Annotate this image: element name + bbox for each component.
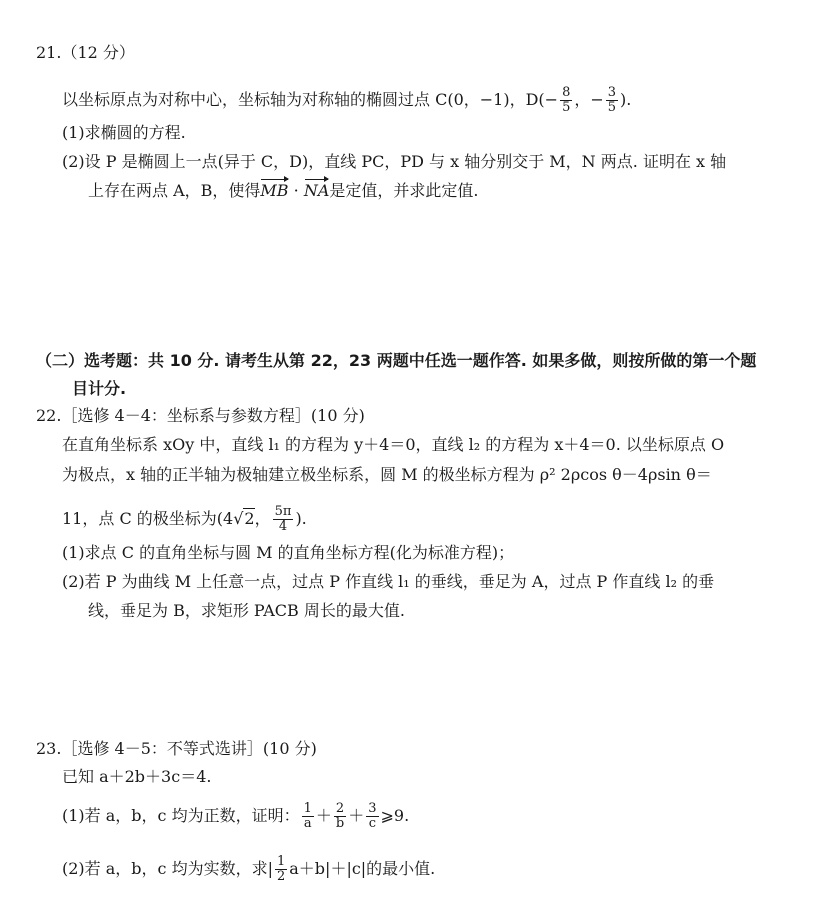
plus-sign: ＋ bbox=[348, 806, 365, 825]
q21-part2-line2 bbox=[88, 180, 478, 202]
q21-stem bbox=[62, 86, 631, 115]
q21-frac-8-5: $\frac{8}{5}$ bbox=[562, 85, 571, 115]
dot-operator: · bbox=[288, 181, 304, 200]
vector-na: NA bbox=[303, 181, 330, 200]
q22-line1: 在直角坐标系 xOy 中，直线 l₁ 的方程为 y＋4＝0，直线 l₂ 的方程为 x＋4＝0. 以坐标原点 O bbox=[62, 435, 725, 454]
q21-stem-comma: ，− bbox=[574, 90, 604, 109]
q22-sqrt-arg: 2 bbox=[244, 509, 255, 528]
q22-line2: 为极点，x 轴的正半轴为极轴建立极坐标系，圆 M 的极坐标方程为 ρ² 2ρcos θ－4ρsin θ＝ bbox=[62, 465, 712, 484]
q22-line3: 11，点 C 的极坐标为(4√2， $\frac{5\pi}{4}$ ). bbox=[62, 504, 307, 534]
q23-part2 bbox=[62, 855, 435, 884]
q23-frac-1-2: $\frac{1}{2}$ bbox=[276, 854, 286, 884]
q23-header: 23.［选修 4－5：不等式选讲］(10 分) bbox=[36, 739, 317, 758]
vector-mb: MB bbox=[260, 181, 289, 200]
q21-part1: (1)求椭圆的方程. bbox=[62, 123, 186, 142]
q22-part2-line2: 线，垂足为 B，求矩形 PACB 周长的最大值. bbox=[88, 601, 405, 620]
q23-part1-a: (1)若 a，b，c 均为正数，证明： bbox=[62, 806, 300, 825]
q22-part2-line1: (2)若 P 为曲线 M 上任意一点，过点 P 作直线 l₁ 的垂线，垂足为 A，过点 P 作直线 l₂ 的垂 bbox=[62, 572, 715, 591]
q21-part2-line1: (2)设 P 是椭圆上一点(异于 C，D)，直线 PC，PD 与 x 轴分别交于 M，N 两点. 证明在 x 轴 bbox=[62, 152, 727, 171]
q21-part2-text-a: 上存在两点 A，B，使得 bbox=[88, 181, 261, 200]
q23-given: 已知 a＋2b＋3c＝4. bbox=[62, 767, 212, 786]
q22-frac-5pi-4: $\frac{5\pi}{4}$ bbox=[274, 504, 292, 534]
q21-header: 21.（12 分） bbox=[36, 43, 135, 62]
q23-frac-2-b: $\frac{2}{b}$ bbox=[335, 801, 345, 831]
section2-line1: （二）选考题：共 10 分. 请考生从第 22，23 两题中任选一题作答. 如果多做，则按所做的第一个题 bbox=[36, 351, 757, 370]
q21-stem-end: ). bbox=[620, 90, 632, 109]
q23-part1-b: ⩾9. bbox=[380, 806, 410, 825]
q22-line3-c: ). bbox=[295, 509, 307, 528]
q22-part1: (1)求点 C 的直角坐标与圆 M 的直角坐标方程(化为标准方程)； bbox=[62, 543, 515, 562]
q21-part2-text-b: 是定值，并求此定值. bbox=[329, 181, 479, 200]
q23-frac-1-a: $\frac{1}{a}$ bbox=[303, 801, 312, 831]
q22-line3-a: 11，点 C 的极坐标为(4 bbox=[62, 509, 234, 528]
q23-part2-b: a＋b|＋|c|的最小值. bbox=[289, 859, 436, 878]
q22-line3-b: ， bbox=[254, 509, 271, 528]
section2-line2: 目计分. bbox=[72, 379, 127, 398]
plus-sign: ＋ bbox=[315, 806, 332, 825]
q21-stem-text: 以坐标原点为对称中心，坐标轴为对称轴的椭圆过点 C(0，−1)，D(− bbox=[62, 90, 559, 109]
q22-header: 22.［选修 4－4：坐标系与参数方程］(10 分) bbox=[36, 406, 365, 425]
q23-part1 bbox=[62, 802, 409, 831]
q23-frac-3-c: $\frac{3}{c}$ bbox=[368, 801, 377, 831]
q21-frac-3-5: $\frac{3}{5}$ bbox=[607, 85, 617, 115]
q23-part2-a: (2)若 a，b，c 均为实数，求| bbox=[62, 859, 273, 878]
